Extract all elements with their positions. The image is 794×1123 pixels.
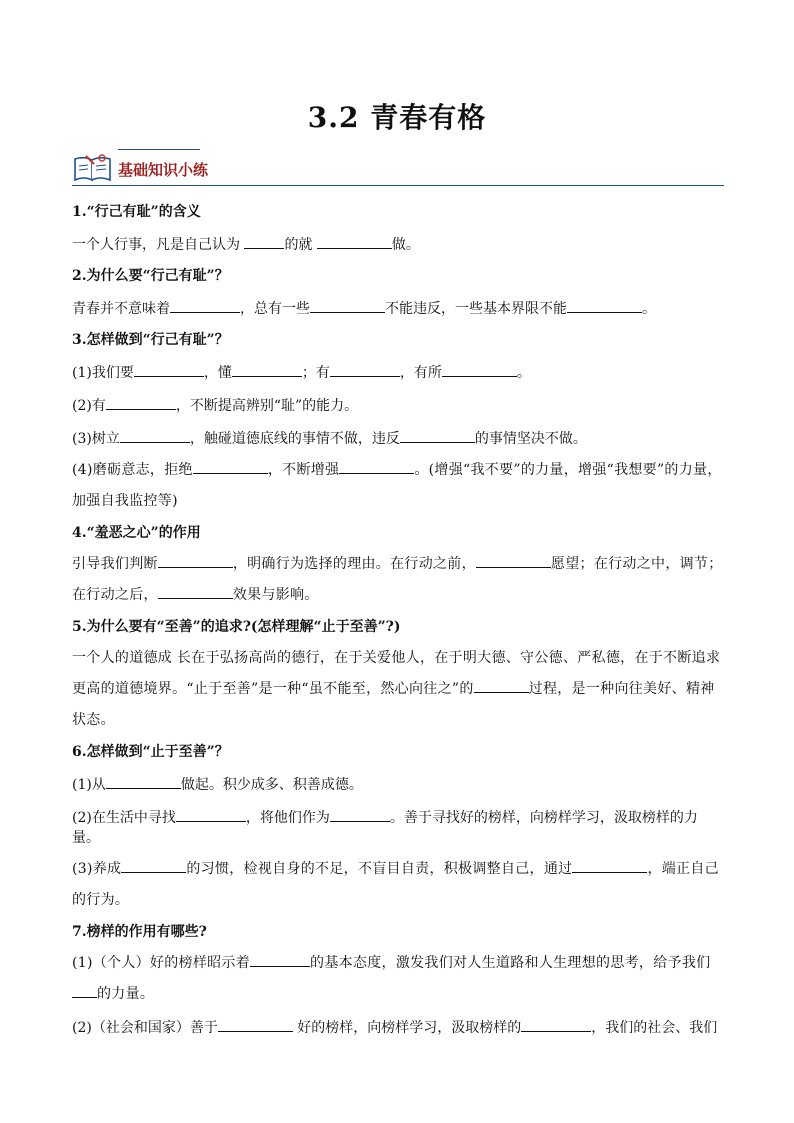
- answer-blank[interactable]: [158, 583, 233, 599]
- answer-blank[interactable]: [106, 394, 176, 410]
- book-icon: [72, 153, 114, 183]
- question-3-item-2: (2)有 ，不断提高辨别“耻”的能力。: [72, 394, 724, 416]
- page-title: 3.2 青春有格: [307, 101, 487, 134]
- answer-blank[interactable]: [106, 773, 181, 789]
- answer-blank[interactable]: [218, 1016, 293, 1032]
- question-6-item-2: (2)在生活中寻找 ，将他们作为 。善于寻找好的榜样，向榜样学习，汲取榜样的力量。: [72, 806, 724, 848]
- answer-blank[interactable]: [121, 857, 186, 873]
- answer-blank[interactable]: [134, 361, 204, 377]
- answer-blank[interactable]: [400, 427, 475, 443]
- question-1-title: 1.“行己有耻”的含义: [72, 204, 201, 220]
- answer-blank[interactable]: [521, 1016, 591, 1032]
- answer-blank[interactable]: [232, 361, 302, 377]
- answer-blank[interactable]: [572, 857, 647, 873]
- question-1-text: 一个人行事，凡是自己认为 的就 做。: [72, 233, 724, 255]
- question-5-text: 一个人的道德成 长在于弘扬高尚的德行，在于关爱他人，在于明大德、守公德、严私德，在于不断追求更高的道德境界。“止于至善”是一种“虽不能至，然心向往之”的 过程，是一种向往美好、精神状态。: [72, 650, 721, 728]
- header-underline: [72, 185, 724, 186]
- section-label: 基础知识小练: [118, 161, 209, 179]
- question-6-item-1: (1)从 做起。积少成多、积善成德。: [72, 773, 724, 795]
- answer-blank[interactable]: [330, 806, 390, 822]
- answer-blank[interactable]: [120, 427, 190, 443]
- question-7-item-2: (2)（社会和国家）善于 好的榜样，向榜样学习，汲取榜样的 ，我们的社会、我们: [72, 1016, 724, 1038]
- question-3-title: 3.怎样做到“行己有耻”？: [72, 332, 229, 348]
- header-top-rule: [118, 149, 200, 150]
- answer-blank[interactable]: [170, 297, 240, 313]
- question-6-title: 6.怎样做到“止于至善”？: [72, 744, 229, 760]
- answer-blank[interactable]: [474, 677, 529, 693]
- question-3-item-1: (1)我们要 ，懂 ；有 ，有所 。: [72, 361, 724, 383]
- question-5-title: 5.为什么要有“至善”的追求?(怎样理解“止于至善”?): [72, 619, 401, 635]
- question-7-item-1: (1)（个人）好的榜样昭示着 的基本态度，激发我们对人生道路和人生理想的思考，给予我们的力量。: [72, 948, 724, 1010]
- section-header: [72, 146, 724, 188]
- answer-blank[interactable]: [339, 458, 414, 474]
- answer-blank[interactable]: [176, 806, 246, 822]
- answer-blank[interactable]: [476, 552, 551, 568]
- answer-blank[interactable]: [317, 233, 392, 249]
- question-2-title: 2.为什么要“行己有耻”？: [72, 268, 229, 284]
- answer-blank[interactable]: [244, 233, 284, 249]
- answer-blank[interactable]: [158, 552, 233, 568]
- question-3-item-3: (3)树立 ，触碰道德底线的事情不做，违反 的事情坚决不做。: [72, 427, 724, 449]
- question-2-text: 青春并不意味着 ，总有一些 不能违反，一些基本界限不能 。: [72, 297, 724, 319]
- question-3-item-4: (4)磨砺意志，拒绝 ，不断增强 。(增强“我不要”的力量，增强“我想要”的力量，加强自我监控等): [72, 455, 724, 517]
- worksheet-content: [72, 202, 724, 1049]
- answer-blank[interactable]: [72, 982, 97, 998]
- question-4-title: 4.“羞恶之心”的作用: [72, 525, 201, 541]
- question-6-item-3: (3)养成 的习惯，检视自身的不足，不盲目自责，积极调整自己，通过 ，端正自己的行为。: [72, 854, 724, 916]
- answer-blank[interactable]: [442, 361, 517, 377]
- answer-blank[interactable]: [310, 297, 385, 313]
- answer-blank[interactable]: [193, 458, 268, 474]
- question-7-title: 7.榜样的作用有哪些?: [72, 924, 207, 940]
- answer-blank[interactable]: [250, 951, 310, 967]
- answer-blank[interactable]: [567, 297, 642, 313]
- question-4-text: 引导我们判断 ，明确行为选择的理由。在行动之前， 愿望；在行动之中，调节；在行动之后， 效果与影响。: [72, 549, 724, 611]
- answer-blank[interactable]: [330, 361, 400, 377]
